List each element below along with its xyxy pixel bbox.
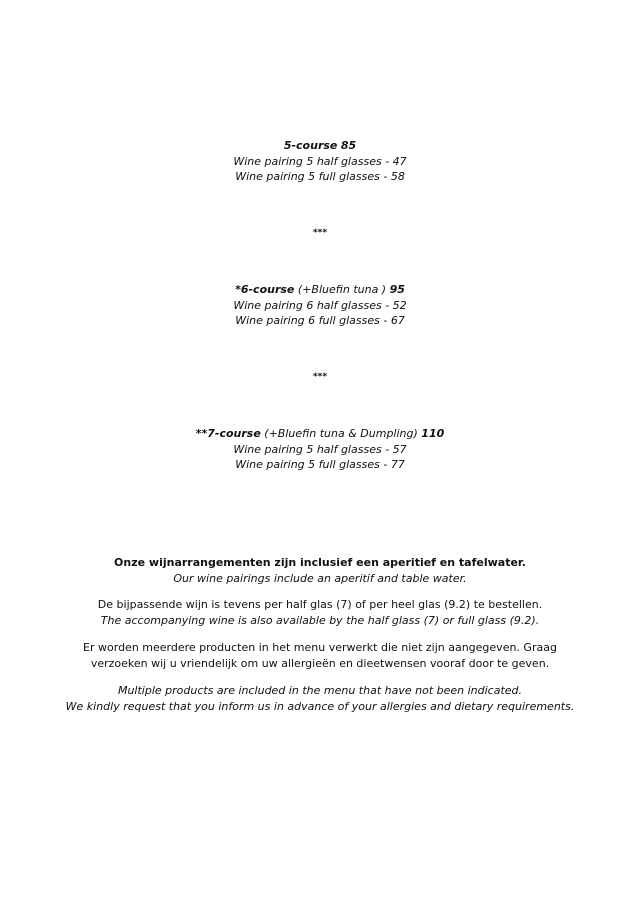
menu-note: (+Bluefin tuna ) [297,283,387,296]
wine-pairing-half: Wine pairing 5 half glasses - 57 [233,442,407,456]
separator: *** [312,372,328,382]
wine-pairing-half: Wine pairing 5 half glasses - 47 [233,154,407,168]
menu-name: 5-course [283,139,338,152]
menu-prefix: * [235,283,241,296]
wine-pairing-full: Wine pairing 5 full glasses - 77 [235,458,405,471]
menu-heading [0,282,640,298]
note-glass-en: The accompanying wine is also available by the half glass (7) or full glass (9.2). [100,614,540,627]
note-glass [0,597,640,629]
menu-6-course [0,282,640,329]
menu-price: 95 [389,283,405,296]
menu-7-course [0,426,640,473]
wine-pairing-half: Wine pairing 6 half glasses - 52 [233,298,407,312]
menu-5-course [0,138,640,185]
menu-heading [0,138,640,154]
note-allergy-en [0,683,640,715]
note-allergy-nl-line-2: verzoeken wij u vriendelijk om uw allergieën en dieetwensen vooraf door te geven. [90,657,550,670]
menu-name: 6-course [240,283,295,296]
wine-pairing-full: Wine pairing 5 full glasses - 58 [235,170,405,183]
menu-name: 7-course [207,427,261,440]
note-aperitif-nl: Onze wijnarrangementen zijn inclusief een aperitief en tafelwater. [114,556,526,569]
menu-price: 110 [421,427,445,440]
menu-prefix: ** [195,427,208,440]
note-allergy-nl-line-1: Er worden meerdere producten in het menu verwerkt die niet zijn aangegeven. Graag [83,641,557,654]
note-allergy-en-line-2: We kindly request that you inform us in advance of your allergies and dietary requirements. [65,700,575,713]
note-glass-nl: De bijpassende wijn is tevens per half glas (7) of per heel glas (9.2) te bestellen. [97,598,543,611]
note-aperitif-en: Our wine pairings include an aperitif and table water. [173,572,467,585]
menu-note: (+Bluefin tuna & Dumpling) [264,427,418,440]
menu-heading [0,426,640,442]
separator: *** [312,228,328,238]
note-allergy-en-line-1: Multiple products are included in the menu that have not been indicated. [117,684,523,697]
note-allergy-nl [0,640,640,672]
wine-pairing-full: Wine pairing 6 full glasses - 67 [235,314,405,327]
menu-price: 85 [340,139,357,152]
note-aperitif [0,555,640,587]
